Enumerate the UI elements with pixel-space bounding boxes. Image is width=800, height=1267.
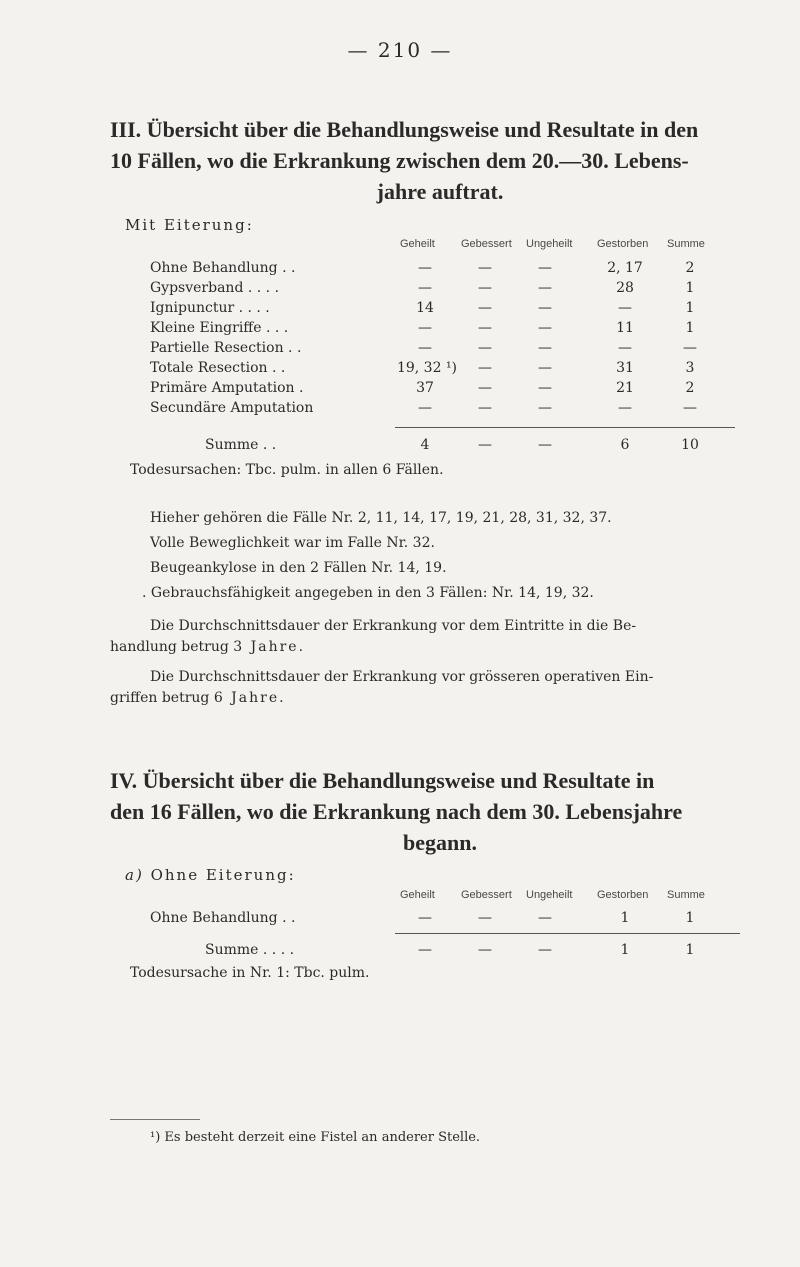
row-label: Primäre Amputation . bbox=[150, 380, 304, 396]
section-3-sublabel: Mit Eiterung: bbox=[125, 216, 254, 234]
section-3-heading-line: 10 Fällen, wo die Erkrankung zwischen dem 20.—30. Lebens- bbox=[110, 148, 689, 173]
cell-gebessert: — bbox=[478, 380, 492, 396]
cell-gebessert: — bbox=[478, 400, 492, 416]
cell-ungeheilt: — bbox=[538, 910, 552, 926]
row-label: Ignipunctur . . . . bbox=[150, 300, 270, 316]
duration-paragraph-1: Die Durchschnittsdauer der Erkrankung vor dem Eintritte in die Be- bbox=[150, 618, 637, 634]
note-line: Volle Beweglichkeit war im Falle Nr. 32. bbox=[150, 535, 435, 551]
cell-ungeheilt: — bbox=[538, 300, 552, 316]
duration-value: 6 Jahre. bbox=[213, 690, 286, 706]
row-label: Partielle Resection . . bbox=[150, 340, 302, 356]
duration-text: handlung betrug bbox=[110, 639, 229, 655]
cell-geheilt: — bbox=[418, 340, 432, 356]
cell-summe: 1 bbox=[685, 280, 695, 296]
cell-summe: 3 bbox=[685, 360, 695, 376]
cell-gestorben: 28 bbox=[616, 280, 634, 296]
cell-gestorben: 1 bbox=[620, 910, 630, 926]
row-label: Ohne Behandlung . . bbox=[150, 260, 296, 276]
cell-ungeheilt: — bbox=[538, 340, 552, 356]
cell-gebessert: — bbox=[478, 360, 492, 376]
total-gebessert: — bbox=[478, 942, 492, 958]
cell-summe: 1 bbox=[685, 320, 695, 336]
total-ungeheilt: — bbox=[538, 942, 552, 958]
cell-ungeheilt: — bbox=[538, 260, 552, 276]
cell-gebessert: — bbox=[478, 260, 492, 276]
col-header-summe: Summe bbox=[667, 238, 705, 250]
section-4-heading bbox=[110, 765, 770, 858]
page-number: — 210 — bbox=[347, 38, 453, 62]
cell-summe: 2 bbox=[685, 260, 695, 276]
total-summe: 10 bbox=[681, 437, 699, 453]
total-gestorben: 6 bbox=[620, 437, 630, 453]
cell-geheilt: — bbox=[418, 320, 432, 336]
row-label: Gypsverband . . . . bbox=[150, 280, 280, 296]
total-geheilt: 4 bbox=[420, 437, 430, 453]
total-rule bbox=[395, 427, 735, 428]
total-gestorben: 1 bbox=[620, 942, 630, 958]
section-4-heading-line: begann. bbox=[403, 830, 477, 855]
cell-summe: 1 bbox=[685, 910, 695, 926]
total-label: Summe . . . . bbox=[205, 942, 295, 958]
cell-geheilt: — bbox=[418, 260, 432, 276]
col-header-geheilt: Geheilt bbox=[400, 238, 435, 250]
col-header-gebessert: Gebessert bbox=[461, 238, 512, 250]
cell-gestorben: 31 bbox=[616, 360, 634, 376]
row-label: Secundäre Amputation bbox=[150, 400, 314, 416]
cell-gestorben: — bbox=[618, 340, 632, 356]
note-text: Gebrauchsfähigkeit angegeben in den 3 Fällen: Nr. 14, 19, 32. bbox=[150, 585, 594, 601]
section-4-heading-line: den 16 Fällen, wo die Erkrankung nach dem 30. Lebensjahre bbox=[110, 799, 683, 824]
cell-gebessert: — bbox=[478, 910, 492, 926]
cell-gestorben: — bbox=[618, 300, 632, 316]
duration-text: griffen betrug bbox=[110, 690, 210, 706]
cell-gestorben: 21 bbox=[616, 380, 634, 396]
cell-geheilt: — bbox=[418, 910, 432, 926]
cell-gebessert: — bbox=[478, 300, 492, 316]
note-line: . Gebrauchsfähigkeit angegeben in den 3 Fällen: Nr. 14, 19, 32. bbox=[142, 585, 594, 601]
section-4-heading-line: IV. Übersicht über die Behandlungsweise und Resultate in bbox=[110, 768, 655, 793]
duration-paragraph-2: Die Durchschnittsdauer der Erkrankung vor grösseren operativen Ein- bbox=[150, 669, 654, 685]
cell-gebessert: — bbox=[478, 320, 492, 336]
section-3-heading bbox=[110, 114, 770, 207]
note-line: Hieher gehören die Fälle Nr. 2, 11, 14, 17, 19, 21, 28, 31, 32, 37. bbox=[150, 510, 612, 526]
duration-value: 3 Jahre. bbox=[233, 639, 306, 655]
cell-ungeheilt: — bbox=[538, 400, 552, 416]
cell-gebessert: — bbox=[478, 280, 492, 296]
total-gebessert: — bbox=[478, 437, 492, 453]
total-label: Summe . . bbox=[205, 437, 277, 453]
cell-geheilt: — bbox=[418, 280, 432, 296]
section-3-cause: Todesursachen: Tbc. pulm. in allen 6 Fällen. bbox=[130, 462, 444, 478]
cell-geheilt: 19, 32 ¹) bbox=[396, 360, 458, 376]
cell-gebessert: — bbox=[478, 340, 492, 356]
footnote-rule bbox=[110, 1119, 200, 1120]
cell-ungeheilt: — bbox=[538, 280, 552, 296]
cell-gestorben: — bbox=[618, 400, 632, 416]
cell-summe: — bbox=[683, 400, 697, 416]
col-header-ungeheilt: Ungeheilt bbox=[526, 238, 573, 250]
total-summe: 1 bbox=[685, 942, 695, 958]
row-label: Kleine Eingriffe . . . bbox=[150, 320, 289, 336]
total-geheilt: — bbox=[418, 942, 432, 958]
sublabel-text: Ohne Eiterung: bbox=[150, 866, 296, 884]
cell-summe: — bbox=[683, 340, 697, 356]
duration-paragraph-2-cont bbox=[110, 688, 286, 708]
col-header-ungeheilt: Ungeheilt bbox=[526, 889, 573, 901]
cell-summe: 1 bbox=[685, 300, 695, 316]
note-line: Beugeankylose in den 2 Fällen Nr. 14, 19. bbox=[150, 560, 447, 576]
cell-summe: 2 bbox=[685, 380, 695, 396]
row-label: Totale Resection . . bbox=[150, 360, 286, 376]
duration-paragraph-1-cont bbox=[110, 637, 305, 657]
cell-ungeheilt: — bbox=[538, 380, 552, 396]
cell-gestorben: 11 bbox=[616, 320, 634, 336]
col-header-gestorben: Gestorben bbox=[597, 238, 649, 250]
row-label: Ohne Behandlung . . bbox=[150, 910, 296, 926]
total-ungeheilt: — bbox=[538, 437, 552, 453]
cell-gestorben: 2, 17 bbox=[607, 260, 643, 276]
col-header-gestorben: Gestorben bbox=[597, 889, 649, 901]
col-header-gebessert: Gebessert bbox=[461, 889, 512, 901]
section-4-cause: Todesursache in Nr. 1: Tbc. pulm. bbox=[130, 965, 370, 981]
section-3-heading-line: jahre auftrat. bbox=[376, 179, 504, 204]
cell-geheilt: — bbox=[418, 400, 432, 416]
section-4-sublabel bbox=[125, 866, 296, 884]
sublabel-prefix: a) bbox=[125, 866, 144, 884]
section-3-heading-line: III. Übersicht über die Behandlungsweise und Resultate in den bbox=[110, 117, 699, 142]
cell-ungeheilt: — bbox=[538, 360, 552, 376]
col-header-geheilt: Geheilt bbox=[400, 889, 435, 901]
cell-geheilt: 14 bbox=[416, 300, 434, 316]
footnote: ¹) Es besteht derzeit eine Fistel an anderer Stelle. bbox=[150, 1130, 481, 1145]
col-header-summe: Summe bbox=[667, 889, 705, 901]
total-rule bbox=[395, 933, 740, 934]
cell-geheilt: 37 bbox=[416, 380, 434, 396]
cell-ungeheilt: — bbox=[538, 320, 552, 336]
